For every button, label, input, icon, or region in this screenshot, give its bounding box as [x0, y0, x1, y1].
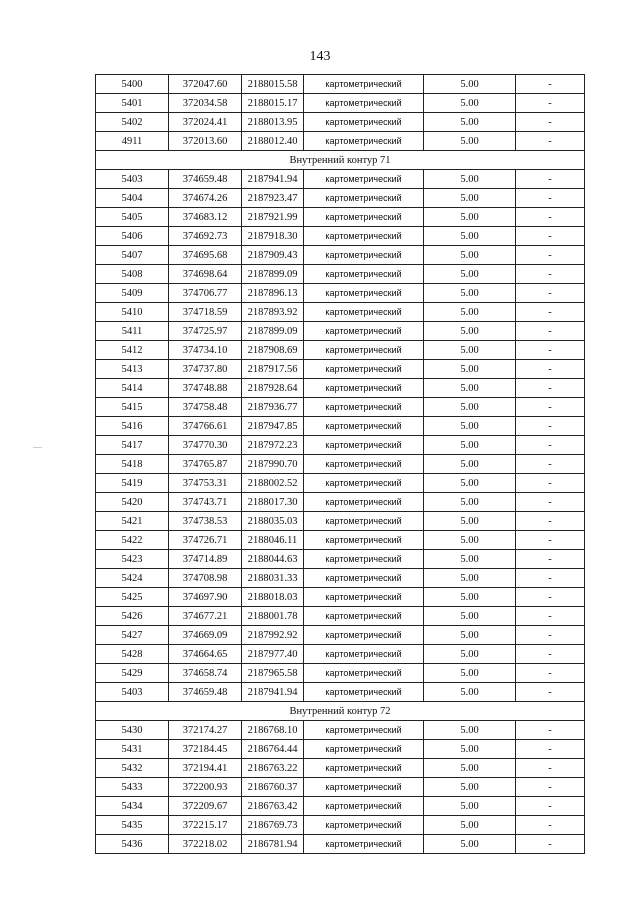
accuracy-cell: 5.00	[424, 493, 516, 512]
point-number-cell: 5422	[96, 531, 169, 550]
accuracy-cell: 5.00	[424, 379, 516, 398]
note-cell: -	[516, 721, 585, 740]
coordinates-table	[95, 74, 585, 854]
point-number-cell: 5407	[96, 246, 169, 265]
point-number-cell: 5409	[96, 284, 169, 303]
table-row	[96, 94, 585, 113]
method-cell: картометрический	[304, 303, 424, 322]
note-cell: -	[516, 360, 585, 379]
table-row	[96, 265, 585, 284]
accuracy-cell: 5.00	[424, 816, 516, 835]
point-number-cell: 5417	[96, 436, 169, 455]
table-row	[96, 550, 585, 569]
x-coordinate-cell: 374697.90	[169, 588, 242, 607]
table-row	[96, 284, 585, 303]
note-cell: -	[516, 683, 585, 702]
y-coordinate-cell: 2187918.30	[242, 227, 304, 246]
method-cell: картометрический	[304, 341, 424, 360]
method-cell: картометрический	[304, 398, 424, 417]
x-coordinate-cell: 374726.71	[169, 531, 242, 550]
method-cell: картометрический	[304, 113, 424, 132]
point-number-cell: 5428	[96, 645, 169, 664]
point-number-cell: 5414	[96, 379, 169, 398]
accuracy-cell: 5.00	[424, 436, 516, 455]
point-number-cell: 5427	[96, 626, 169, 645]
note-cell: -	[516, 436, 585, 455]
accuracy-cell: 5.00	[424, 721, 516, 740]
table-row	[96, 778, 585, 797]
table-row	[96, 398, 585, 417]
section-row	[96, 151, 585, 170]
x-coordinate-cell: 372024.41	[169, 113, 242, 132]
point-number-cell: 5403	[96, 683, 169, 702]
note-cell: -	[516, 417, 585, 436]
point-number-cell: 5401	[96, 94, 169, 113]
note-cell: -	[516, 227, 585, 246]
point-number-cell: 5408	[96, 265, 169, 284]
method-cell: картометрический	[304, 132, 424, 151]
point-number-cell: 5406	[96, 227, 169, 246]
point-number-cell: 5410	[96, 303, 169, 322]
table-row	[96, 759, 585, 778]
x-coordinate-cell: 372174.27	[169, 721, 242, 740]
point-number-cell: 5415	[96, 398, 169, 417]
table-row	[96, 740, 585, 759]
point-number-cell: 5429	[96, 664, 169, 683]
note-cell: -	[516, 322, 585, 341]
y-coordinate-cell: 2187936.77	[242, 398, 304, 417]
y-coordinate-cell: 2187965.58	[242, 664, 304, 683]
x-coordinate-cell: 374674.26	[169, 189, 242, 208]
method-cell: картометрический	[304, 322, 424, 341]
x-coordinate-cell: 374669.09	[169, 626, 242, 645]
table-row	[96, 512, 585, 531]
method-cell: картометрический	[304, 683, 424, 702]
y-coordinate-cell: 2186760.37	[242, 778, 304, 797]
note-cell: -	[516, 265, 585, 284]
x-coordinate-cell: 372209.67	[169, 797, 242, 816]
method-cell: картометрический	[304, 588, 424, 607]
method-cell: картометрический	[304, 816, 424, 835]
point-number-cell: 5430	[96, 721, 169, 740]
table-row	[96, 835, 585, 854]
y-coordinate-cell: 2188018.03	[242, 588, 304, 607]
table-row	[96, 721, 585, 740]
table-row	[96, 227, 585, 246]
y-coordinate-cell: 2187896.13	[242, 284, 304, 303]
x-coordinate-cell: 374698.64	[169, 265, 242, 284]
method-cell: картометрический	[304, 94, 424, 113]
x-coordinate-cell: 374659.48	[169, 170, 242, 189]
note-cell: -	[516, 94, 585, 113]
accuracy-cell: 5.00	[424, 835, 516, 854]
x-coordinate-cell: 372013.60	[169, 132, 242, 151]
method-cell: картометрический	[304, 417, 424, 436]
y-coordinate-cell: 2187893.92	[242, 303, 304, 322]
table-row	[96, 189, 585, 208]
x-coordinate-cell: 374748.88	[169, 379, 242, 398]
note-cell: -	[516, 246, 585, 265]
method-cell: картометрический	[304, 664, 424, 683]
note-cell: -	[516, 132, 585, 151]
method-cell: картометрический	[304, 721, 424, 740]
method-cell: картометрический	[304, 512, 424, 531]
y-coordinate-cell: 2186769.73	[242, 816, 304, 835]
accuracy-cell: 5.00	[424, 322, 516, 341]
note-cell: -	[516, 645, 585, 664]
note-cell: -	[516, 303, 585, 322]
method-cell: картометрический	[304, 455, 424, 474]
point-number-cell: 5405	[96, 208, 169, 227]
accuracy-cell: 5.00	[424, 512, 516, 531]
x-coordinate-cell: 374683.12	[169, 208, 242, 227]
note-cell: -	[516, 607, 585, 626]
y-coordinate-cell: 2188017.30	[242, 493, 304, 512]
point-number-cell: 5403	[96, 170, 169, 189]
accuracy-cell: 5.00	[424, 626, 516, 645]
accuracy-cell: 5.00	[424, 398, 516, 417]
section-title: Внутренний контур 71	[96, 151, 585, 170]
table-row	[96, 417, 585, 436]
accuracy-cell: 5.00	[424, 607, 516, 626]
y-coordinate-cell: 2187899.09	[242, 322, 304, 341]
section-row	[96, 702, 585, 721]
x-coordinate-cell: 374738.53	[169, 512, 242, 531]
method-cell: картометрический	[304, 170, 424, 189]
method-cell: картометрический	[304, 797, 424, 816]
table-row	[96, 474, 585, 493]
note-cell: -	[516, 170, 585, 189]
note-cell: -	[516, 341, 585, 360]
y-coordinate-cell: 2186781.94	[242, 835, 304, 854]
accuracy-cell: 5.00	[424, 531, 516, 550]
margin-mark: —	[33, 442, 42, 452]
point-number-cell: 5416	[96, 417, 169, 436]
y-coordinate-cell: 2188001.78	[242, 607, 304, 626]
x-coordinate-cell: 372047.60	[169, 75, 242, 94]
x-coordinate-cell: 374692.73	[169, 227, 242, 246]
note-cell: -	[516, 588, 585, 607]
y-coordinate-cell: 2186763.22	[242, 759, 304, 778]
method-cell: картометрический	[304, 645, 424, 664]
accuracy-cell: 5.00	[424, 341, 516, 360]
point-number-cell: 5432	[96, 759, 169, 778]
accuracy-cell: 5.00	[424, 94, 516, 113]
point-number-cell: 4911	[96, 132, 169, 151]
accuracy-cell: 5.00	[424, 189, 516, 208]
note-cell: -	[516, 759, 585, 778]
x-coordinate-cell: 374743.71	[169, 493, 242, 512]
note-cell: -	[516, 379, 585, 398]
table-row	[96, 626, 585, 645]
point-number-cell: 5411	[96, 322, 169, 341]
accuracy-cell: 5.00	[424, 360, 516, 379]
method-cell: картометрический	[304, 778, 424, 797]
point-number-cell: 5424	[96, 569, 169, 588]
note-cell: -	[516, 569, 585, 588]
accuracy-cell: 5.00	[424, 759, 516, 778]
note-cell: -	[516, 512, 585, 531]
x-coordinate-cell: 374706.77	[169, 284, 242, 303]
note-cell: -	[516, 455, 585, 474]
y-coordinate-cell: 2188015.17	[242, 94, 304, 113]
method-cell: картометрический	[304, 360, 424, 379]
accuracy-cell: 5.00	[424, 303, 516, 322]
accuracy-cell: 5.00	[424, 132, 516, 151]
note-cell: -	[516, 113, 585, 132]
table-row	[96, 493, 585, 512]
method-cell: картометрический	[304, 607, 424, 626]
y-coordinate-cell: 2187908.69	[242, 341, 304, 360]
accuracy-cell: 5.00	[424, 75, 516, 94]
table-row	[96, 360, 585, 379]
table-row	[96, 132, 585, 151]
accuracy-cell: 5.00	[424, 417, 516, 436]
x-coordinate-cell: 374753.31	[169, 474, 242, 493]
y-coordinate-cell: 2187909.43	[242, 246, 304, 265]
accuracy-cell: 5.00	[424, 664, 516, 683]
x-coordinate-cell: 372200.93	[169, 778, 242, 797]
method-cell: картометрический	[304, 208, 424, 227]
y-coordinate-cell: 2187941.94	[242, 683, 304, 702]
x-coordinate-cell: 374659.48	[169, 683, 242, 702]
x-coordinate-cell: 374770.30	[169, 436, 242, 455]
accuracy-cell: 5.00	[424, 455, 516, 474]
x-coordinate-cell: 374677.21	[169, 607, 242, 626]
accuracy-cell: 5.00	[424, 778, 516, 797]
x-coordinate-cell: 372194.41	[169, 759, 242, 778]
method-cell: картометрический	[304, 227, 424, 246]
point-number-cell: 5419	[96, 474, 169, 493]
y-coordinate-cell: 2186763.42	[242, 797, 304, 816]
table-row	[96, 588, 585, 607]
x-coordinate-cell: 374664.65	[169, 645, 242, 664]
method-cell: картометрический	[304, 189, 424, 208]
coordinates-table-body	[96, 75, 585, 854]
table-row	[96, 797, 585, 816]
method-cell: картометрический	[304, 493, 424, 512]
accuracy-cell: 5.00	[424, 569, 516, 588]
point-number-cell: 5426	[96, 607, 169, 626]
note-cell: -	[516, 664, 585, 683]
note-cell: -	[516, 778, 585, 797]
accuracy-cell: 5.00	[424, 797, 516, 816]
table-row	[96, 75, 585, 94]
point-number-cell: 5436	[96, 835, 169, 854]
y-coordinate-cell: 2188035.03	[242, 512, 304, 531]
method-cell: картометрический	[304, 835, 424, 854]
y-coordinate-cell: 2188046.11	[242, 531, 304, 550]
note-cell: -	[516, 550, 585, 569]
table-row	[96, 322, 585, 341]
note-cell: -	[516, 208, 585, 227]
accuracy-cell: 5.00	[424, 284, 516, 303]
note-cell: -	[516, 531, 585, 550]
table-row	[96, 569, 585, 588]
point-number-cell: 5412	[96, 341, 169, 360]
method-cell: картометрический	[304, 284, 424, 303]
x-coordinate-cell: 372215.17	[169, 816, 242, 835]
y-coordinate-cell: 2187917.56	[242, 360, 304, 379]
method-cell: картометрический	[304, 75, 424, 94]
y-coordinate-cell: 2187977.40	[242, 645, 304, 664]
x-coordinate-cell: 374737.80	[169, 360, 242, 379]
accuracy-cell: 5.00	[424, 170, 516, 189]
method-cell: картометрический	[304, 265, 424, 284]
method-cell: картометрический	[304, 474, 424, 493]
accuracy-cell: 5.00	[424, 246, 516, 265]
y-coordinate-cell: 2187923.47	[242, 189, 304, 208]
y-coordinate-cell: 2188015.58	[242, 75, 304, 94]
y-coordinate-cell: 2188044.63	[242, 550, 304, 569]
x-coordinate-cell: 374766.61	[169, 417, 242, 436]
method-cell: картометрический	[304, 569, 424, 588]
note-cell: -	[516, 398, 585, 417]
method-cell: картометрический	[304, 759, 424, 778]
point-number-cell: 5433	[96, 778, 169, 797]
y-coordinate-cell: 2188031.33	[242, 569, 304, 588]
y-coordinate-cell: 2187921.99	[242, 208, 304, 227]
method-cell: картометрический	[304, 436, 424, 455]
note-cell: -	[516, 493, 585, 512]
note-cell: -	[516, 626, 585, 645]
point-number-cell: 5421	[96, 512, 169, 531]
x-coordinate-cell: 374714.89	[169, 550, 242, 569]
y-coordinate-cell: 2186768.10	[242, 721, 304, 740]
table-row	[96, 645, 585, 664]
x-coordinate-cell: 374758.48	[169, 398, 242, 417]
x-coordinate-cell: 372184.45	[169, 740, 242, 759]
method-cell: картометрический	[304, 626, 424, 645]
page-number: 143	[309, 49, 331, 64]
accuracy-cell: 5.00	[424, 474, 516, 493]
table-row	[96, 455, 585, 474]
y-coordinate-cell: 2187928.64	[242, 379, 304, 398]
method-cell: картометрический	[304, 379, 424, 398]
accuracy-cell: 5.00	[424, 740, 516, 759]
table-row	[96, 607, 585, 626]
method-cell: картометрический	[304, 550, 424, 569]
point-number-cell: 5425	[96, 588, 169, 607]
method-cell: картометрический	[304, 531, 424, 550]
point-number-cell: 5413	[96, 360, 169, 379]
table-row	[96, 208, 585, 227]
x-coordinate-cell: 374734.10	[169, 341, 242, 360]
x-coordinate-cell: 374695.68	[169, 246, 242, 265]
point-number-cell: 5418	[96, 455, 169, 474]
accuracy-cell: 5.00	[424, 113, 516, 132]
y-coordinate-cell: 2188012.40	[242, 132, 304, 151]
accuracy-cell: 5.00	[424, 588, 516, 607]
note-cell: -	[516, 189, 585, 208]
point-number-cell: 5420	[96, 493, 169, 512]
method-cell: картометрический	[304, 740, 424, 759]
x-coordinate-cell: 374658.74	[169, 664, 242, 683]
y-coordinate-cell: 2188013.95	[242, 113, 304, 132]
note-cell: -	[516, 740, 585, 759]
table-row	[96, 379, 585, 398]
x-coordinate-cell: 374765.87	[169, 455, 242, 474]
note-cell: -	[516, 816, 585, 835]
table-row	[96, 341, 585, 360]
x-coordinate-cell: 374708.98	[169, 569, 242, 588]
section-title: Внутренний контур 72	[96, 702, 585, 721]
accuracy-cell: 5.00	[424, 227, 516, 246]
point-number-cell: 5400	[96, 75, 169, 94]
point-number-cell: 5423	[96, 550, 169, 569]
note-cell: -	[516, 835, 585, 854]
note-cell: -	[516, 284, 585, 303]
point-number-cell: 5435	[96, 816, 169, 835]
y-coordinate-cell: 2187972.23	[242, 436, 304, 455]
table-row	[96, 436, 585, 455]
accuracy-cell: 5.00	[424, 550, 516, 569]
point-number-cell: 5431	[96, 740, 169, 759]
table-row	[96, 170, 585, 189]
y-coordinate-cell: 2187941.94	[242, 170, 304, 189]
point-number-cell: 5402	[96, 113, 169, 132]
x-coordinate-cell: 372034.58	[169, 94, 242, 113]
y-coordinate-cell: 2187947.85	[242, 417, 304, 436]
table-row	[96, 664, 585, 683]
accuracy-cell: 5.00	[424, 265, 516, 284]
y-coordinate-cell: 2186764.44	[242, 740, 304, 759]
y-coordinate-cell: 2187992.92	[242, 626, 304, 645]
note-cell: -	[516, 75, 585, 94]
table-row	[96, 246, 585, 265]
x-coordinate-cell: 372218.02	[169, 835, 242, 854]
point-number-cell: 5434	[96, 797, 169, 816]
note-cell: -	[516, 797, 585, 816]
accuracy-cell: 5.00	[424, 208, 516, 227]
x-coordinate-cell: 374725.97	[169, 322, 242, 341]
y-coordinate-cell: 2187990.70	[242, 455, 304, 474]
method-cell: картометрический	[304, 246, 424, 265]
x-coordinate-cell: 374718.59	[169, 303, 242, 322]
y-coordinate-cell: 2188002.52	[242, 474, 304, 493]
note-cell: -	[516, 474, 585, 493]
table-row	[96, 816, 585, 835]
y-coordinate-cell: 2187899.09	[242, 265, 304, 284]
point-number-cell: 5404	[96, 189, 169, 208]
table-row	[96, 531, 585, 550]
table-row	[96, 303, 585, 322]
table-row	[96, 113, 585, 132]
accuracy-cell: 5.00	[424, 645, 516, 664]
table-row	[96, 683, 585, 702]
accuracy-cell: 5.00	[424, 683, 516, 702]
